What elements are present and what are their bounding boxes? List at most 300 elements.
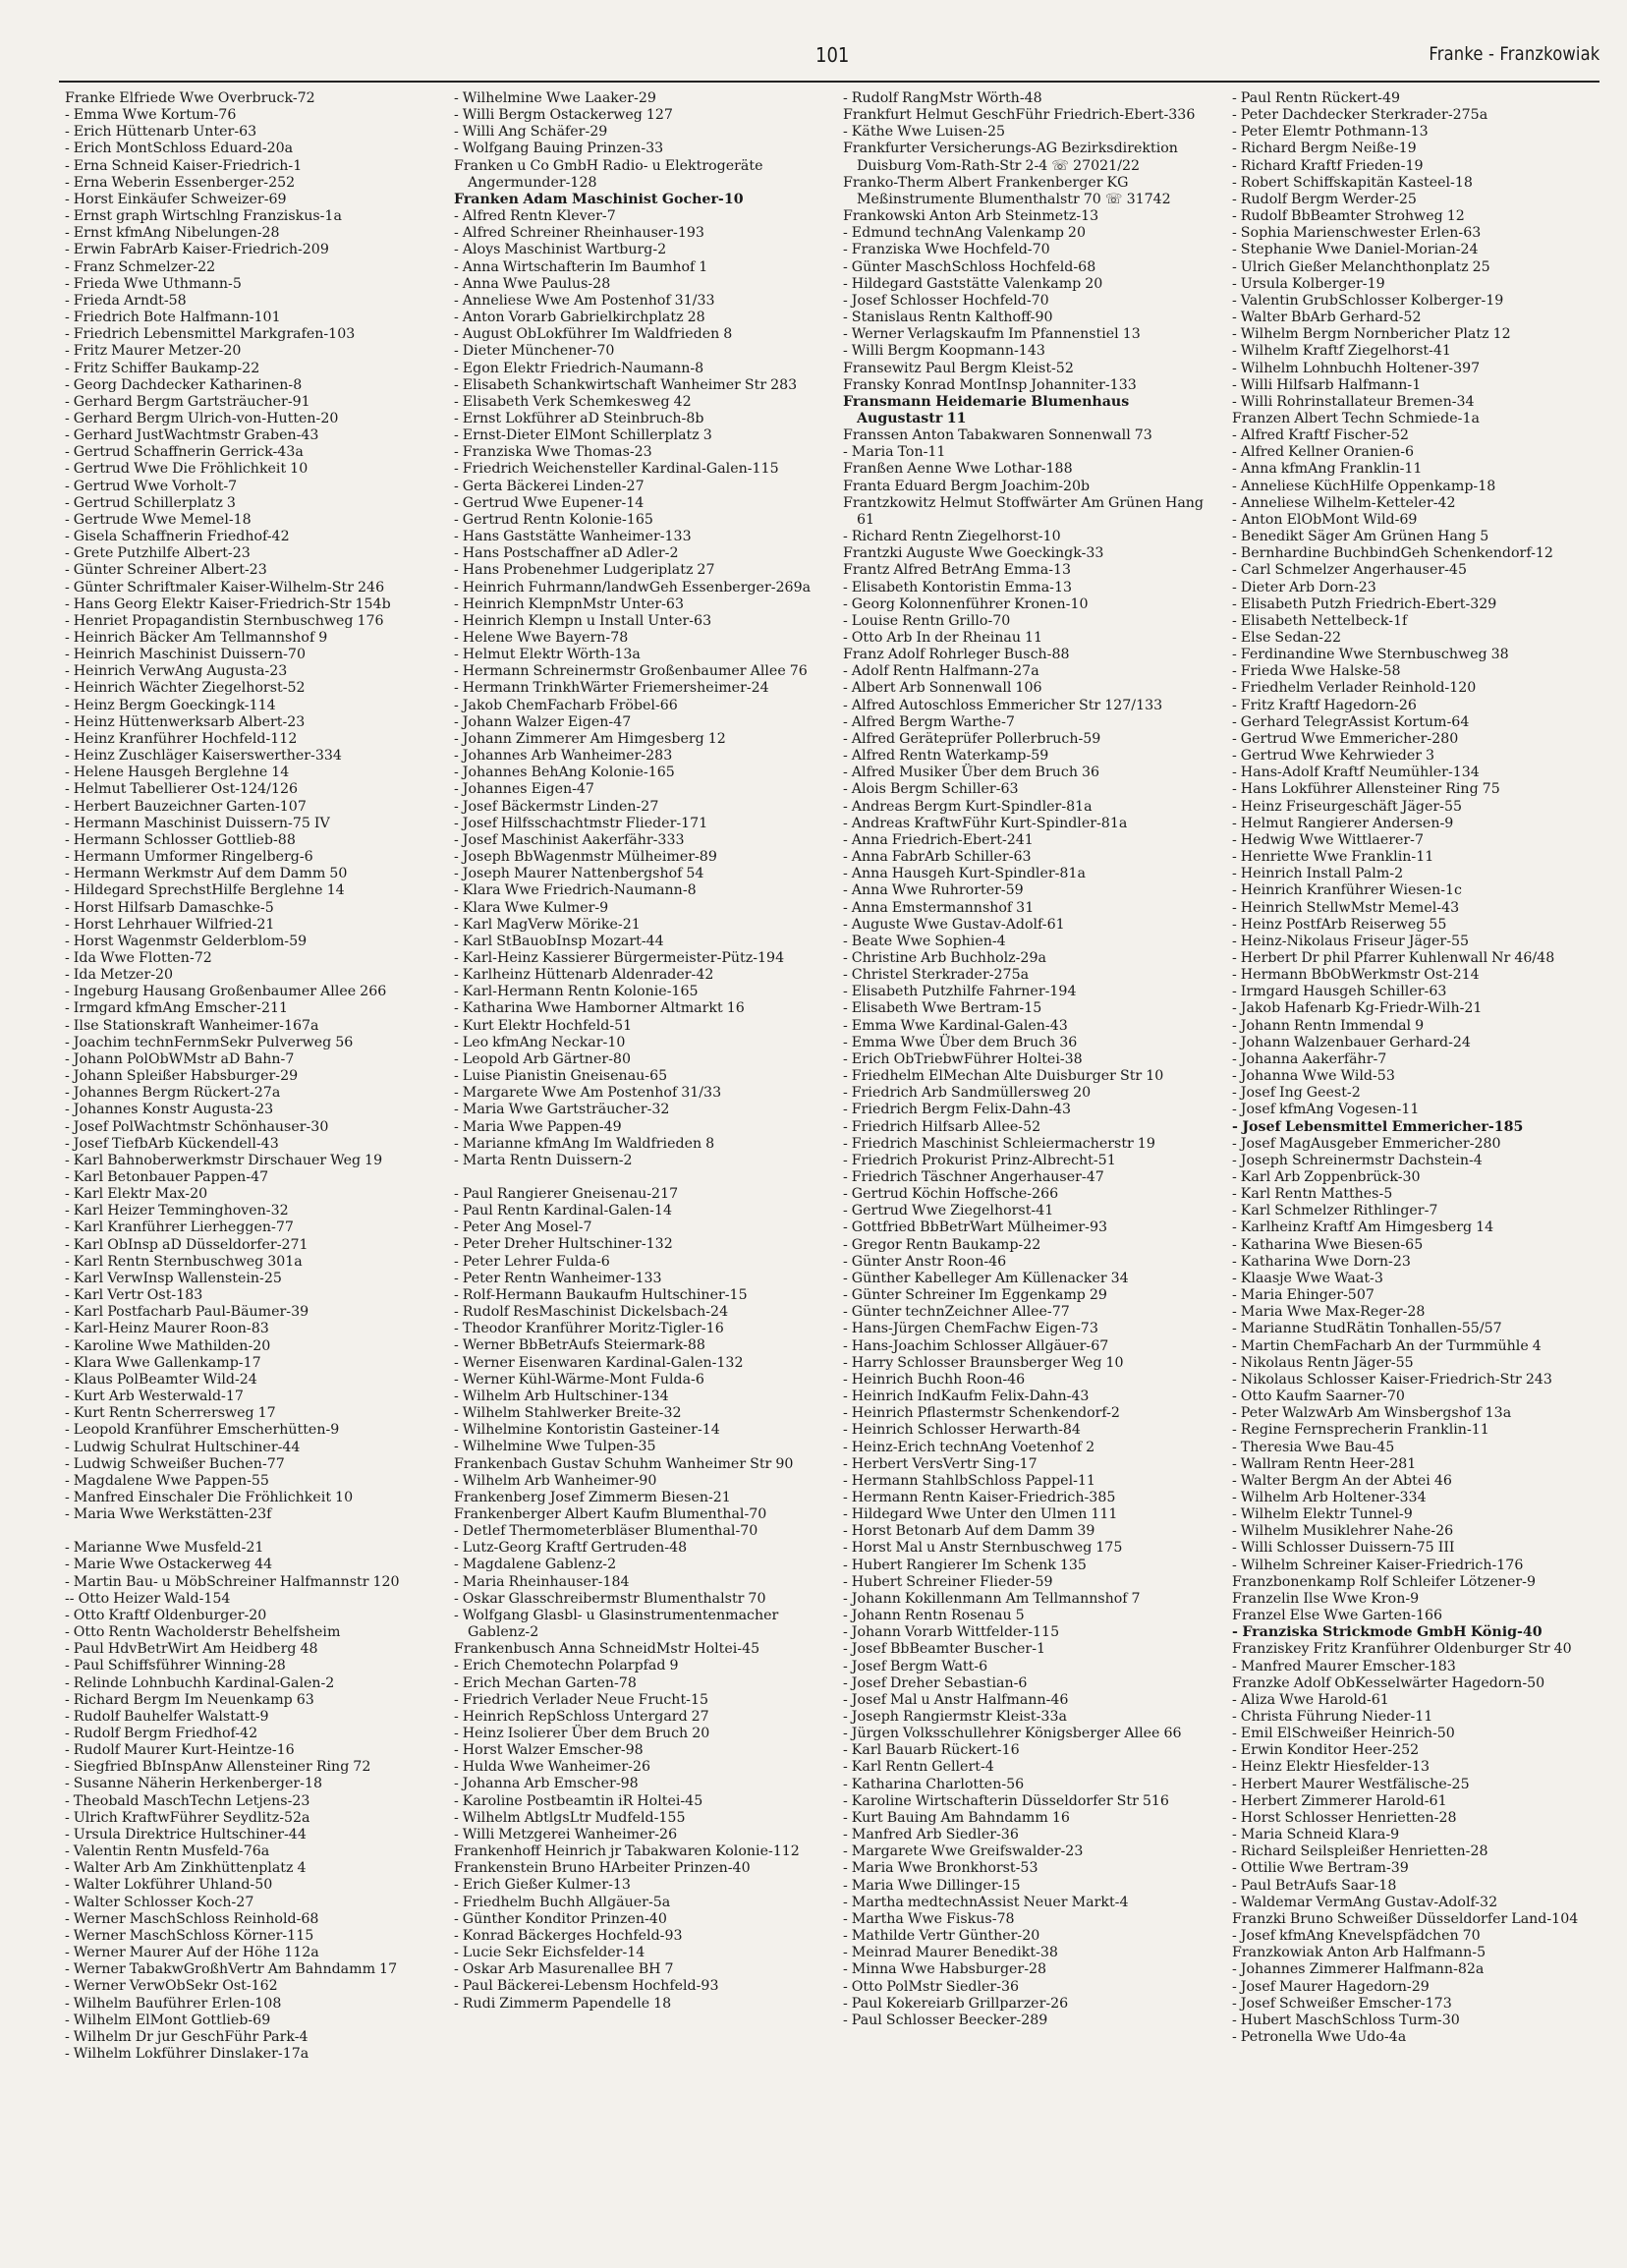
directory-entry: - Günter Anstr Roon-46 <box>843 1253 1007 1270</box>
directory-entry: - Heinz Hüttenwerksarb Albert-23 <box>65 713 306 730</box>
directory-entry: - Heinrich Klempn u Install Unter-63 <box>454 612 712 629</box>
directory-entry: - Maria Wwe Werkstätten-23f <box>65 1506 272 1523</box>
directory-entry: - Siegfried BbInspAnw Allensteiner Ring 72 <box>65 1759 371 1776</box>
directory-entry: - Relinde Lohnbuchh Kardinal-Galen-2 <box>65 1674 335 1691</box>
directory-entry: - Erich Chemotechn Polarpfad 9 <box>454 1658 679 1674</box>
directory-entry: Frankfurter Versicherungs-AG Bezirksdirektion Duisburg Vom-Rath-Str 2-4 ☏ 27021/22 <box>843 141 1178 174</box>
directory-entry: - Hans Georg Elektr Kaiser-Friedrich-Str 154b <box>65 595 391 612</box>
directory-entry: - Wilhelm Stahlwerker Breite-32 <box>454 1405 682 1422</box>
directory-entry: - Kurt Rentn Scherrersweg 17 <box>65 1405 276 1422</box>
directory-entry: - Heinrich Install Palm-2 <box>1232 866 1404 882</box>
directory-entry: Fransmann Heidemarie Blumenhaus Augustastr 11 <box>843 393 1130 426</box>
directory-entry: - Wilhelm Arb Hultschiner-134 <box>454 1388 669 1404</box>
directory-entry: - Karl Kranführer Lierheggen-77 <box>65 1219 294 1236</box>
directory-entry: - Maria Rheinhauser-184 <box>454 1573 630 1590</box>
directory-entry: - Christa Führung Nieder-11 <box>1232 1709 1433 1725</box>
directory-entry: Fransewitz Paul Bergm Kleist-52 <box>843 360 1074 376</box>
directory-entry: - Johannes Arb Wanheimer-283 <box>454 748 673 765</box>
directory-entry: - Katharina Wwe Hamborner Altmarkt 16 <box>454 1000 745 1017</box>
directory-entry: - Hermann Rentn Kaiser-Friedrich-385 <box>843 1489 1116 1505</box>
directory-entry: - Johann Rentn Rosenau 5 <box>843 1608 1025 1624</box>
directory-entry: - Wilhelm Dr jur GeschFühr Park-4 <box>65 2028 309 2045</box>
directory-entry: - Aliza Wwe Harold-61 <box>1232 1691 1389 1708</box>
directory-entry: - Ursula Direktrice Hultschiner-44 <box>65 1826 307 1843</box>
directory-entry: - Karlheinz Hüttenarb Aldenrader-42 <box>454 967 714 984</box>
directory-entry: Franzkowiak Anton Arb Halfmann-5 <box>1232 1945 1487 1961</box>
directory-entry: - Hildegard Gaststätte Valenkamp 20 <box>843 275 1103 292</box>
directory-entry: - Edmund technAng Valenkamp 20 <box>843 225 1086 242</box>
directory-entry: - Josef MagAusgeber Emmericher-280 <box>1232 1135 1501 1152</box>
directory-entry: - Lucie Sekr Eichsfelder-14 <box>454 1945 645 1961</box>
directory-entry: Frankenstein Bruno HArbeiter Prinzen-40 <box>454 1860 751 1877</box>
directory-entry: - Karl Bahnoberwerkmstr Dirschauer Weg 19 <box>65 1152 383 1168</box>
directory-entry: - Friedrich Prokurist Prinz-Albrecht-51 <box>843 1152 1116 1168</box>
directory-entry: - Anna Wirtschafterin Im Baumhof 1 <box>454 258 708 275</box>
directory-entry: - Marianne Wwe Musfeld-21 <box>65 1540 264 1557</box>
directory-entry: - Willi Schlosser Duissern-75 III <box>1232 1540 1455 1557</box>
directory-entry: - August ObLokführer Im Waldfrieden 8 <box>454 326 733 343</box>
directory-entry: - Horst Wagenmstr Gelderblom-59 <box>65 933 308 949</box>
directory-entry: - Egon Elektr Friedrich-Naumann-8 <box>454 360 704 376</box>
column-1 <box>65 90 434 2258</box>
directory-entry: - Karoline Wwe Mathilden-20 <box>65 1337 271 1354</box>
directory-entry: - Josef PolWachtmstr Schönhauser-30 <box>65 1118 329 1135</box>
directory-entry: - Paul HdvBetrWirt Am Heidberg 48 <box>65 1641 318 1658</box>
directory-entry: - Leo kfmAng Neckar-10 <box>454 1034 626 1050</box>
directory-entry: - Anna FabrArb Schiller-63 <box>843 849 1032 866</box>
directory-entry: - Jürgen Volksschullehrer Königsberger Allee 66 <box>843 1726 1182 1742</box>
directory-entry: - Gerta Bäckerei Linden-27 <box>454 478 645 494</box>
directory-entry: - Elisabeth Putzhilfe Fahrner-194 <box>843 984 1077 1000</box>
directory-entry: Franzki Bruno Schweißer Düsseldorfer Land-104 <box>1232 1910 1579 1927</box>
directory-entry: - Rudolf Bauhelfer Walstatt-9 <box>65 1708 269 1725</box>
directory-entry: - Henriet Propagandistin Sternbuschweg 176 <box>65 612 384 629</box>
directory-entry: - Josef Bäckermstr Linden-27 <box>454 798 659 815</box>
directory-entry: Franßen Aenne Wwe Lothar-188 <box>843 461 1073 478</box>
directory-entry: Franssen Anton Tabakwaren Sonnenwall 73 <box>843 427 1152 444</box>
directory-entry: - Werner VerwObSekr Ost-162 <box>65 1978 278 1995</box>
directory-entry: - Marie Wwe Ostackerweg 44 <box>65 1557 273 1573</box>
directory-entry: - Alfred Kellner Oranien-6 <box>1232 444 1415 461</box>
directory-entry: - Hermann Schlosser Gottlieb-88 <box>65 831 296 848</box>
directory-entry: - Frieda Wwe Uthmann-5 <box>65 275 242 292</box>
directory-entry: - Franz Schmelzer-22 <box>65 258 216 275</box>
directory-entry: Franzen Albert Techn Schmiede-1a <box>1232 410 1480 426</box>
directory-entry: - Maria Ehinger-507 <box>1232 1287 1375 1304</box>
directory-entry: - Ottilie Wwe Bertram-39 <box>1232 1860 1409 1877</box>
directory-entry: - Horst Hilfsarb Damaschke-5 <box>65 899 274 916</box>
directory-entry: - Günter Schreiner Albert-23 <box>65 562 267 579</box>
directory-entry: - Katharina Wwe Dorn-23 <box>1232 1253 1411 1270</box>
directory-entry: - Gertrud Köchin Hoffsche-266 <box>843 1186 1059 1203</box>
directory-entry: - Josef BbBeamter Buscher-1 <box>843 1641 1046 1658</box>
directory-entry: - Marianne kfmAng Im Waldfrieden 8 <box>454 1135 715 1152</box>
directory-entry: - Gertrud Wwe Eupener-14 <box>454 494 645 511</box>
directory-entry: - Hildegard Wwe Unter den Ulmen 111 <box>843 1506 1118 1523</box>
directory-entry: - Hans Postschaffner aD Adler-2 <box>454 545 679 562</box>
directory-entry: - Walter Bergm An der Abtei 46 <box>1232 1472 1452 1489</box>
directory-entry: - Rudolf Bergm Friedhof-42 <box>65 1726 258 1741</box>
directory-entry: - Erwin Konditor Heer-252 <box>1232 1742 1420 1759</box>
directory-entry: - Johannes Eigen-47 <box>454 781 594 798</box>
directory-entry: - Emma Wwe Über dem Bruch 36 <box>843 1034 1078 1050</box>
directory-entry: - Ulrich Gießer Melanchthonplatz 25 <box>1232 258 1490 275</box>
directory-entry: Franzbonenkamp Rolf Schleifer Lötzener-9 <box>1232 1573 1536 1590</box>
directory-entry: - Martha Wwe Fiskus-78 <box>843 1910 1015 1927</box>
directory-entry: - Hermann Maschinist Duissern-75 IV <box>65 815 330 831</box>
directory-entry: - Josef Ing Geest-2 <box>1232 1085 1361 1102</box>
directory-entry: - Dieter Arb Dorn-23 <box>1232 579 1376 595</box>
directory-entry: - Elisabeth Putzh Friedrich-Ebert-329 <box>1232 595 1497 612</box>
directory-entry: - Jakob ChemFacharb Fröbel-66 <box>454 697 678 713</box>
directory-entry: - Karl Elektr Max-20 <box>65 1186 208 1203</box>
directory-entry: - Werner MaschSchloss Reinhold-68 <box>65 1910 319 1927</box>
directory-entry: - Karl Arb Zoppenbrück-30 <box>1232 1169 1421 1185</box>
directory-entry: - Wilhelmine Wwe Tulpen-35 <box>454 1439 656 1455</box>
directory-entry: - Manfred Einschaler Die Fröhlichkeit 10 <box>65 1489 354 1505</box>
directory-entry: - Heinrich StellwMstr Memel-43 <box>1232 899 1460 916</box>
directory-entry: - Johannes Konstr Augusta-23 <box>65 1102 274 1118</box>
directory-entry: - Heinrich Bäcker Am Tellmannshof 9 <box>65 630 328 646</box>
directory-entry: - Benedikt Säger Am Grünen Hang 5 <box>1232 529 1489 545</box>
column-3 <box>843 90 1212 2258</box>
directory-entry: - Gisela Schaffnerin Friedhof-42 <box>65 529 290 545</box>
directory-entry: - Ulrich KraftwFührer Seydlitz-52a <box>65 1809 310 1826</box>
directory-entry: - Karl-Hermann Rentn Kolonie-165 <box>454 984 699 1000</box>
directory-entry: - Otto Rentn Wacholderstr Behelfsheim <box>65 1624 341 1641</box>
directory-entry: - Peter Elemtr Pothmann-13 <box>1232 124 1429 141</box>
directory-entry: Franzelin Ilse Wwe Kron-9 <box>1232 1590 1420 1607</box>
directory-entry: - Alfred Schreiner Rheinhauser-193 <box>454 225 704 242</box>
directory-entry: - Alois Bergm Schiller-63 <box>843 781 1019 798</box>
directory-entry: - Georg Dachdecker Katharinen-8 <box>65 376 303 393</box>
directory-entry: - Leopold Kranführer Emscherhütten-9 <box>65 1422 340 1439</box>
directory-entry: - Paul Bäckerei-Lebensm Hochfeld-93 <box>454 1978 719 1995</box>
directory-entry: - Anna Hausgeh Kurt-Spindler-81a <box>843 866 1086 882</box>
directory-entry: - Heinrich VerwAng Augusta-23 <box>65 663 288 680</box>
directory-entry: - Friedrich Bote Halfmann-101 <box>65 310 281 326</box>
directory-entry: - Josef TiefbArb Kückendell-43 <box>65 1135 279 1152</box>
directory-entry: - Walter Arb Am Zinkhüttenplatz 4 <box>65 1860 307 1877</box>
directory-entry: - Anna kfmAng Franklin-11 <box>1232 461 1423 478</box>
directory-entry: - Karl Postfacharb Paul-Bäumer-39 <box>65 1304 309 1321</box>
directory-entry: - Wilhelm Musiklehrer Nahe-26 <box>1232 1523 1454 1540</box>
directory-entry: - Christel Sterkrader-275a <box>843 967 1030 984</box>
directory-entry: Frankowski Anton Arb Steinmetz-13 <box>843 208 1099 225</box>
directory-entry: - Wilhelm AbtlgsLtr Mudfeld-155 <box>454 1809 686 1826</box>
directory-entry: - Helene Hausgeh Berglehne 14 <box>65 765 290 781</box>
directory-entry: - Friedrich Verlader Neue Frucht-15 <box>454 1691 708 1708</box>
directory-entry: - Günter Schreiner Im Eggenkamp 29 <box>843 1287 1107 1304</box>
directory-entry: - Peter Dachdecker Sterkrader-275a <box>1232 107 1488 124</box>
directory-entry: - Franziska Strickmode GmbH König-40 <box>1232 1624 1543 1641</box>
directory-entry: - Wilhelmine Kontoristin Gasteiner-14 <box>454 1422 720 1439</box>
directory-entry: - Hermann StahlbSchloss Pappel-11 <box>843 1472 1095 1489</box>
directory-entry: - Ilse Stationskraft Wanheimer-167a <box>65 1017 319 1034</box>
directory-entry: - Elisabeth Wwe Bertram-15 <box>843 1000 1042 1017</box>
directory-entry: - Herbert Dr phil Pfarrer Kuhlenwall Nr 46/48 <box>1232 949 1555 966</box>
directory-entry: - Johann PolObWMstr aD Bahn-7 <box>65 1050 295 1067</box>
directory-entry: - Anton ElObMont Wild-69 <box>1232 511 1418 528</box>
directory-entry: - Frieda Arndt-58 <box>65 292 187 309</box>
directory-entry: - Herbert Maurer Westfälische-25 <box>1232 1776 1470 1792</box>
directory-entry: - Günter Schriftmaler Kaiser-Wilhelm-Str 246 <box>65 579 385 595</box>
directory-entry: - Valentin GrubSchlosser Kolberger-19 <box>1232 292 1504 309</box>
directory-entry: - Günter MaschSchloss Hochfeld-68 <box>843 258 1096 275</box>
directory-entry: - Paul BetrAufs Saar-18 <box>1232 1877 1397 1894</box>
directory-entry: - Klaasje Wwe Waat-3 <box>1232 1270 1383 1286</box>
directory-entry: - Joseph Maurer Nattenbergshof 54 <box>454 866 704 882</box>
directory-entry: - Jakob Hafenarb Kg-Friedr-Wilh-21 <box>1232 1000 1483 1017</box>
directory-entry: - Wolfgang Glasbl- u Glasinstrumentenmacher Gablenz-2 <box>454 1607 779 1641</box>
directory-entry: - Friedrich Arb Sandmüllersweg 20 <box>843 1085 1092 1102</box>
directory-entry: - Stephanie Wwe Daniel-Morian-24 <box>1232 242 1479 258</box>
directory-entry: - Oskar Arb Masurenallee BH 7 <box>454 1961 674 1978</box>
directory-entry: - Josef Mal u Anstr Halfmann-46 <box>843 1691 1069 1708</box>
directory-entry: - Wilhelm Lokführer Dinslaker-17a <box>65 2045 309 2062</box>
directory-entry: - Erich Hüttenarb Unter-63 <box>65 124 257 141</box>
directory-entry: - Gertrud Wwe Emmericher-280 <box>1232 730 1459 747</box>
directory-entry: - Heinz-Nikolaus Friseur Jäger-55 <box>1232 933 1470 949</box>
directory-entry: - Margarete Wwe Greifswalder-23 <box>843 1843 1084 1860</box>
directory-entry: - Erich ObTriebwFührer Holtei-38 <box>843 1050 1083 1067</box>
directory-entry: - Erwin FabrArb Kaiser-Friedrich-209 <box>65 242 329 258</box>
directory-entry: - Anna Friedrich-Ebert-241 <box>843 831 1034 848</box>
directory-entry: - Klara Wwe Kulmer-9 <box>454 899 609 916</box>
directory-entry: - Gertrud Rentn Kolonie-165 <box>454 511 653 528</box>
directory-entry: Franken u Co GmbH Radio- u Elektrogeräte Angermunder-128 <box>454 157 763 191</box>
directory-entry: - Heinrich Schlosser Herwarth-84 <box>843 1422 1081 1439</box>
directory-entry: - Gregor Rentn Baukamp-22 <box>843 1236 1041 1253</box>
directory-entry: - Karl Rentn Matthes-5 <box>1232 1186 1393 1203</box>
directory-entry: - Peter WalzwArb Am Winsbergshof 13a <box>1232 1405 1512 1422</box>
directory-entry: - Hans Gaststätte Wanheimer-133 <box>454 529 692 545</box>
directory-entry: - Josef Dreher Sebastian-6 <box>843 1674 1028 1691</box>
directory-entry: - Franziska Wwe Thomas-23 <box>454 444 652 461</box>
directory-entry: - Alfred Kraftf Fischer-52 <box>1232 427 1409 444</box>
directory-entry: - Ferdinandine Wwe Sternbuschweg 38 <box>1232 647 1509 663</box>
directory-entry: - Anton Vorarb Gabrielkirchplatz 28 <box>454 310 705 326</box>
directory-entry: - Richard Bergm Neiße-19 <box>1232 141 1417 157</box>
directory-entry: - Otto PolMstr Siedler-36 <box>843 1978 1020 1995</box>
directory-entry: - Hubert Rangierer Im Schenk 135 <box>843 1557 1087 1573</box>
directory-entry: - Günter technZeichner Allee-77 <box>843 1304 1070 1321</box>
directory-entry: - Horst Betonarb Auf dem Damm 39 <box>843 1523 1095 1540</box>
directory-entry: - Dieter Münchener-70 <box>454 343 615 360</box>
directory-entry: - Heinrich KlempnMstr Unter-63 <box>454 595 684 612</box>
directory-entry: - Bernhardine BuchbindGeh Schenkendorf-12 <box>1232 545 1553 562</box>
directory-entry: - Auguste Wwe Gustav-Adolf-61 <box>843 916 1065 933</box>
directory-entry: - Hermann Schreinermstr Großenbaumer Allee 76 <box>454 663 808 680</box>
directory-entry: - Detlef Thermometerbläser Blumenthal-70 <box>454 1523 758 1540</box>
directory-entry: - Maria Wwe Dillinger-15 <box>843 1877 1021 1894</box>
directory-entry: - Christine Arb Buchholz-29a <box>843 949 1046 966</box>
directory-entry: - Aloys Maschinist Wartburg-2 <box>454 242 667 258</box>
directory-entry: - Hildegard SprechstHilfe Berglehne 14 <box>65 882 345 899</box>
directory-entry: - Gertrude Wwe Memel-18 <box>65 511 252 528</box>
directory-entry: - Gertrud Wwe Die Fröhlichkeit 10 <box>65 461 309 478</box>
directory-entry: - Horst Lehrhauer Wilfried-21 <box>65 916 275 933</box>
directory-entry: - Gerhard Bergm Ulrich-von-Hutten-20 <box>65 410 339 426</box>
directory-entry: - Friedrich Hilfsarb Allee-52 <box>843 1118 1041 1135</box>
directory-entry: - Erna Weberin Essenberger-252 <box>65 174 296 191</box>
directory-entry: - Werner TabakwGroßhVertr Am Bahndamm 17 <box>65 1961 398 1978</box>
directory-entry: - Johannes BehAng Kolonie-165 <box>454 765 675 781</box>
directory-entry: - Stanislaus Rentn Kalthoff-90 <box>843 310 1053 326</box>
directory-entry: - Sophia Marienschwester Erlen-63 <box>1232 225 1482 242</box>
directory-entry: - Heinrich Fuhrmann/landwGeh Essenberger-269a <box>454 579 812 595</box>
directory-entry: - Paul Rentn Kardinal-Galen-14 <box>454 1203 673 1219</box>
directory-entry: - Fritz Schiffer Baukamp-22 <box>65 360 260 376</box>
directory-entry: - Herbert Zimmerer Harold-61 <box>1232 1792 1447 1809</box>
directory-entry: - Karl Betonbauer Pappen-47 <box>65 1169 269 1185</box>
directory-entry: - Walter Lokführer Uhland-50 <box>65 1877 273 1894</box>
directory-entry: - Hubert Schreiner Flieder-59 <box>843 1573 1053 1590</box>
directory-entry: - Joseph Rangiermstr Kleist-33a <box>843 1709 1067 1725</box>
directory-entry: - Karl Rentn Sternbuschweg 301a <box>65 1253 303 1270</box>
directory-entry: - Heinz Kranführer Hochfeld-112 <box>65 730 298 747</box>
directory-entry: - Hans-Adolf Kraftf Neumühler-134 <box>1232 765 1480 781</box>
directory-entry: - Andreas Bergm Kurt-Spindler-81a <box>843 798 1093 815</box>
directory-entry: - Erich Gießer Kulmer-13 <box>454 1877 631 1894</box>
directory-entry: - Johanna Wwe Wild-53 <box>1232 1068 1395 1085</box>
directory-entry: - Ludwig Schulrat Hultschiner-44 <box>65 1439 301 1455</box>
directory-entry: - Karl Schmelzer Rithlinger-7 <box>1232 1203 1438 1219</box>
directory-entry: - Peter Ang Mosel-7 <box>454 1219 592 1236</box>
directory-entry: - Josef Maurer Hagedorn-29 <box>1232 1978 1430 1995</box>
directory-entry: - Josef kfmAng Vogesen-11 <box>1232 1102 1420 1118</box>
directory-entry: - Alfred Rentn Klever-7 <box>454 208 616 225</box>
directory-entry: - Elisabeth Nettelbeck-1f <box>1232 612 1408 629</box>
directory-entry: - Karl Heizer Temminghoven-32 <box>65 1203 289 1219</box>
directory-entry: - Wilhelm Elektr Tunnel-9 <box>1232 1506 1413 1523</box>
directory-entry: - Regine Fernsprecherin Franklin-11 <box>1232 1422 1489 1439</box>
directory-entry: - Hedwig Wwe Wittlaerer-7 <box>1232 831 1425 848</box>
directory-entry: - Wilhelm Kraftf Ziegelhorst-41 <box>1232 343 1451 360</box>
directory-entry: - Ernst-Dieter ElMont Schillerplatz 3 <box>454 427 712 444</box>
directory-entry: - Friedrich Lebensmittel Markgrafen-103 <box>65 326 356 343</box>
directory-entry: - Manfred Maurer Emscher-183 <box>1232 1658 1456 1674</box>
directory-entry: - Ernst Lokführer aD Steinbruch-8b <box>454 410 704 426</box>
directory-entry: - Wilhelm Bauführer Erlen-108 <box>65 1995 282 2012</box>
directory-entry: - Gertrud Wwe Ziegelhorst-41 <box>843 1203 1054 1219</box>
directory-entry: - Otto Kraftf Oldenburger-20 <box>65 1607 267 1623</box>
page-header <box>59 43 1599 77</box>
directory-entry: - Fritz Kraftf Hagedorn-26 <box>1232 697 1417 713</box>
directory-entry: Frankenberger Albert Kaufm Blumenthal-70 <box>454 1505 767 1522</box>
directory-entry: - Werner Verlagskaufm Im Pfannenstiel 13 <box>843 326 1141 343</box>
directory-entry: - Karlheinz Kraftf Am Himgesberg 14 <box>1232 1219 1494 1236</box>
directory-entry: - Mathilde Vertr Günther-20 <box>843 1928 1040 1945</box>
directory-entry: - Friedhelm Buchh Allgäuer-5a <box>454 1894 671 1910</box>
directory-entry: - Katharina Charlotten-56 <box>843 1776 1025 1792</box>
directory-entry: - Valentin Rentn Musfeld-76a <box>65 1843 270 1860</box>
directory-entry: - Helmut Tabellierer Ost-124/126 <box>65 781 299 798</box>
directory-entry: - Erna Schneid Kaiser-Friedrich-1 <box>65 157 303 174</box>
directory-entry: - Karl VerwInsp Wallenstein-25 <box>65 1270 282 1286</box>
directory-entry: - Alfred Geräteprüfer Pollerbruch-59 <box>843 730 1101 747</box>
directory-entry: - Rudi Zimmerm Papendelle 18 <box>454 1995 672 2012</box>
directory-entry: - Horst Walzer Emscher-98 <box>454 1742 644 1759</box>
directory-entry: - Helmut Elektr Wörth-13a <box>454 647 641 663</box>
directory-entry: - Heinrich Wächter Ziegelhorst-52 <box>65 680 306 697</box>
directory-entry: - Nikolaus Rentn Jäger-55 <box>1232 1354 1414 1371</box>
directory-entry: Franke Elfriede Wwe Overbruck-72 <box>65 90 315 106</box>
directory-entry: - Heinrich Pflastermstr Schenkendorf-2 <box>843 1405 1120 1422</box>
directory-entry: - Theresia Wwe Bau-45 <box>1232 1439 1395 1455</box>
directory-entry: - Leopold Arb Gärtner-80 <box>454 1050 631 1067</box>
directory-entry: - Richard Kraftf Frieden-19 <box>1232 157 1424 174</box>
directory-entry: - Heinz Zuschläger Kaiserswerther-334 <box>65 748 342 765</box>
directory-entry: - Johann Zimmerer Am Himgesberg 12 <box>454 730 726 747</box>
directory-entry: - Heinz PostfArb Reiserweg 55 <box>1232 916 1447 933</box>
directory-entry: - Adolf Rentn Halfmann-27a <box>843 663 1039 680</box>
directory-entry: - Klara Wwe Friedrich-Naumann-8 <box>454 882 697 899</box>
directory-entry: - Willi Ang Schäfer-29 <box>454 124 608 141</box>
directory-entry: - Else Sedan-22 <box>1232 630 1342 646</box>
directory-entry: Franziskey Fritz Kranführer Oldenburger Str 40 <box>1232 1641 1572 1658</box>
directory-entry: - Maria Wwe Max-Reger-28 <box>1232 1304 1426 1321</box>
directory-entry: - Anna Emstermannshof 31 <box>843 899 1035 916</box>
directory-entry: - Kurt Bauing Am Bahndamm 16 <box>843 1809 1070 1826</box>
directory-entry: - Rudolf Bergm Werder-25 <box>1232 191 1417 207</box>
directory-entry: - Erich Mechan Garten-78 <box>454 1674 637 1691</box>
directory-entry: - Paul Rangierer Gneisenau-217 <box>454 1186 679 1202</box>
directory-entry: - Wilhelm Schreiner Kaiser-Friedrich-176 <box>1232 1557 1524 1573</box>
directory-entry: - Karl ObInsp aD Düsseldorfer-271 <box>65 1236 309 1253</box>
header-rule <box>59 81 1599 83</box>
directory-entry: Franz Adolf Rohrleger Busch-88 <box>843 647 1070 663</box>
directory-entry: - Maria Wwe Pappen-49 <box>454 1118 622 1135</box>
directory-entry: - Lutz-Georg Kraftf Gertruden-48 <box>454 1540 688 1557</box>
directory-entry: - Gertrud Wwe Vorholt-7 <box>65 478 238 494</box>
directory-entry: - Rudolf RangMstr Wörth-48 <box>843 90 1042 106</box>
directory-entry: - Maria Wwe Bronkhorst-53 <box>843 1860 1038 1877</box>
directory-entry: - Wilhelm Lohnbuchh Holtener-397 <box>1232 360 1481 376</box>
directory-entry: - Paul Schlosser Beecker-289 <box>843 2012 1048 2028</box>
directory-entry: - Alfred Musiker Über dem Bruch 36 <box>843 765 1100 781</box>
directory-entry: - Elisabeth Kontoristin Emma-13 <box>843 579 1072 595</box>
directory-entry: - Josef Bergm Watt-6 <box>843 1658 988 1674</box>
directory-entry: - Friedrich Weichensteller Kardinal-Galen-115 <box>454 461 779 478</box>
directory-entry: - Gerhard Bergm Gartsträucher-91 <box>65 393 310 410</box>
directory-entry: - Klaus PolBeamter Wild-24 <box>65 1371 257 1388</box>
directory-entry: - Peter Rentn Wanheimer-133 <box>454 1270 662 1286</box>
directory-entry: - Alfred Bergm Warthe-7 <box>843 713 1015 730</box>
directory-entry: - Karl Rentn Gellert-4 <box>843 1759 994 1776</box>
directory-entry: - Martin ChemFacharb An der Turmmühle 4 <box>1232 1337 1542 1354</box>
directory-entry: Franzke Adolf ObKesselwärter Hagedorn-50 <box>1232 1674 1545 1691</box>
directory-entry: - Heinrich IndKaufm Felix-Dahn-43 <box>843 1389 1090 1405</box>
directory-entry: - Johannes Zimmerer Halfmann-82a <box>1232 1961 1485 1978</box>
directory-entry: - Ludwig Schweißer Buchen-77 <box>65 1455 285 1472</box>
directory-entry: - Richard Bergm Im Neuenkamp 63 <box>65 1691 314 1708</box>
directory-entry: - Ingeburg Hausang Großenbaumer Allee 266 <box>65 984 387 1000</box>
directory-entry: - Willi Bergm Ostackerweg 127 <box>454 107 673 124</box>
directory-entry: - Ida Wwe Flotten-72 <box>65 949 212 966</box>
directory-entry: - Wallram Rentn Heer-281 <box>1232 1455 1417 1472</box>
directory-entry: - Petronella Wwe Udo-4a <box>1232 2028 1407 2045</box>
directory-entry: Frankenbusch Anna SchneidMstr Holtei-45 <box>454 1641 760 1658</box>
directory-entry: - Maria Wwe Gartsträucher-32 <box>454 1102 670 1118</box>
directory-entry: - Josef kfmAng Knevelspfädchen 70 <box>1232 1928 1481 1945</box>
directory-entry: - Manfred Arb Siedler-36 <box>843 1827 1019 1843</box>
directory-entry: - Karl-Heinz Maurer Roon-83 <box>65 1321 269 1337</box>
directory-entry: - Werner MaschSchloss Körner-115 <box>65 1927 314 1944</box>
directory-entry: - Hans Probenehmer Ludgeriplatz 27 <box>454 562 715 579</box>
directory-entry: Frankenbach Gustav Schuhm Wanheimer Str 90 <box>454 1455 794 1472</box>
directory-entry: - Karl Bauarb Rückert-16 <box>843 1742 1020 1759</box>
